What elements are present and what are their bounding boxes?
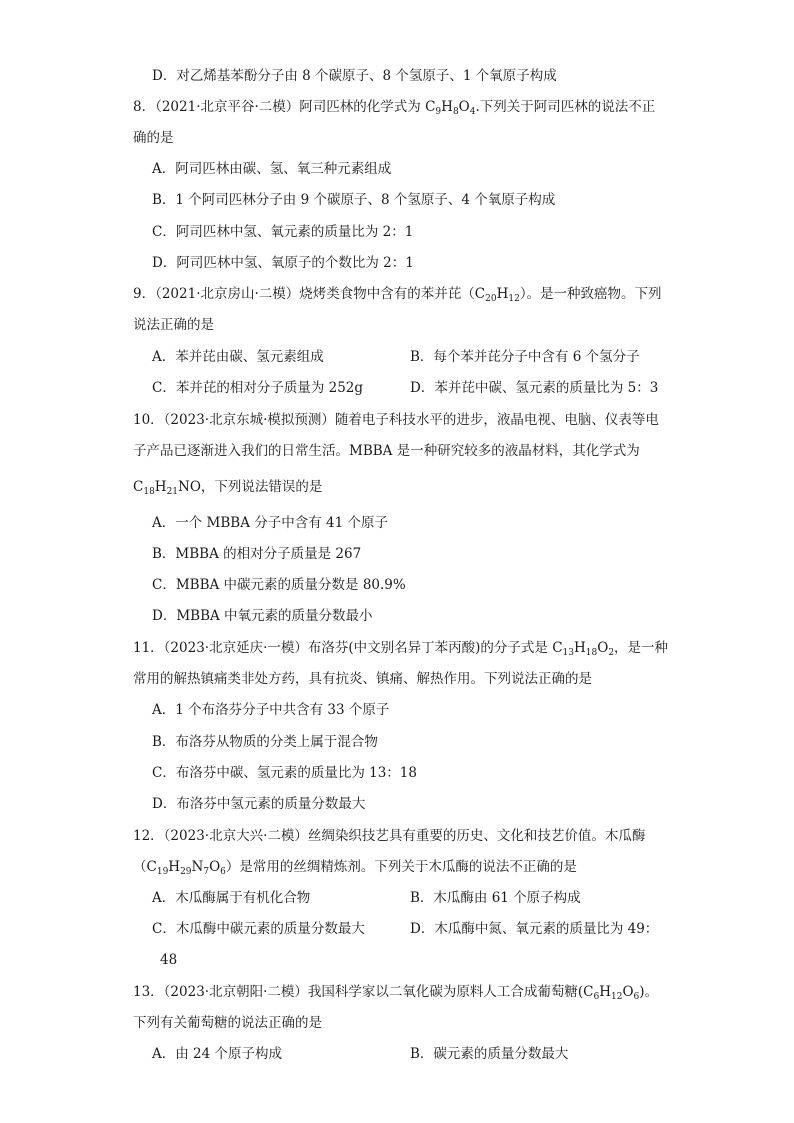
- q13-stem: 13．（2023·北京朝阳·二模）我国科学家以二氧化碳为原料人工合成葡萄糖$(C_6H_{12}O_6)$。: [133, 984, 659, 1002]
- q10-formula-line: $C_{18}H_{21}NO$，下列说法错误的是: [133, 479, 323, 497]
- q11-option-c: C．布洛芬中碳、氢元素的质量比为 13：18: [152, 765, 417, 781]
- q10-option-b: B．MBBA 的相对分子质量是 267: [152, 546, 362, 562]
- q12-option-a: A．木瓜酶属于有机化合物: [152, 890, 311, 906]
- q10-formula: $C_{18}H_{21}NO$: [133, 479, 201, 497]
- q10-option-a: A．一个 MBBA 分子中含有 41 个原子: [152, 515, 389, 531]
- q8-option-b: B．1 个阿司匹林分子由 9 个碳原子、8 个氢原子、4 个氧原子构成: [152, 192, 556, 208]
- q10-stem: 10．（2023·北京东城·模拟预测）随着电子科技水平的进步，液晶电视、电脑、仪表等电: [133, 412, 659, 428]
- q8-stem: 8．（2021·北京平谷·二模）阿司匹林的化学式为 $C_9H_8O_4$.下列关于阿司匹林的说法不正: [133, 99, 656, 117]
- q11-stem: 11．（2023·北京延庆·一模）布洛芬(中文别名异丁苯丙酸)的分子式是 $C_{13}H_{18}O_2$，是一种: [133, 640, 669, 658]
- q12-option-b: B．木瓜酶由 61 个原子构成: [410, 890, 581, 906]
- q9-option-b: B．每个苯并芘分子中含有 6 个氢分子: [410, 349, 640, 365]
- q9-option-d: D．苯并芘中碳、氢元素的质量比为 5：3: [410, 380, 659, 396]
- q9-option-a: A．苯并芘由碳、氢元素组成: [152, 349, 324, 365]
- q11-formula: $C_{13}H_{18}O_2$: [552, 640, 615, 658]
- q8-option-a: A．阿司匹林由碳、氢、氧三种元素组成: [152, 161, 392, 177]
- q12-option-d: D．木瓜酶中氮、氧元素的质量比为 49：: [410, 921, 659, 937]
- q13-formula: $C_6H_{12}O_6$: [583, 984, 640, 1002]
- q8-stem-cont: 确的是: [133, 130, 174, 146]
- q13-option-b: B．碳元素的质量分数最大: [410, 1046, 569, 1062]
- q12-stem: 12．（2023·北京大兴·二模）丝绸染织技艺具有重要的历史、文化和技艺价值。木瓜酶: [133, 828, 646, 844]
- q10-option-c: C．MBBA 中碳元素的质量分数是 80.9%: [152, 577, 406, 593]
- q12-formula: $C_{19}H_{29}N_7O_6$: [146, 859, 226, 877]
- q8-option-d: D．阿司匹林中氢、氧原子的个数比为 2：1: [152, 255, 414, 271]
- q8-formula: $C_9H_8O_4$: [425, 99, 476, 117]
- q11-stem-cont: 常用的解热镇痛类非处方药，具有抗炎、镇痛、解热作用。下列说法正确的是: [133, 671, 592, 687]
- q9-stem: 9．（2021·北京房山·二模）烧烤类食物中含有的苯并芘$(C_{20}H_{12})$。是一种致癌物。下列: [133, 286, 662, 304]
- q12-option-d-cont: 48: [160, 952, 178, 968]
- q9-option-c: C．苯并芘的相对分子质量为 252g: [152, 380, 364, 396]
- q9-stem-cont: 说法正确的是: [133, 317, 214, 333]
- q12-stem-cont: $(C_{19}H_{29}N_7O_6)$是常用的丝绸精炼剂。下列关于木瓜酶的说法不正确的是: [133, 859, 577, 877]
- q8-option-c: C．阿司匹林中氢、氧元素的质量比为 2：1: [152, 224, 414, 240]
- q13-option-a: A．由 24 个原子构成: [152, 1046, 283, 1062]
- q10-stem-cont: 子产品已逐渐进入我们的日常生活。MBBA 是一种研究较多的液晶材料，其化学式为: [133, 443, 640, 459]
- q7-option-d: D．对乙烯基苯酚分子由 8 个碳原子、8 个氢原子、1 个氧原子构成: [152, 68, 557, 84]
- q11-option-d: D．布洛芬中氢元素的质量分数最大: [152, 796, 366, 812]
- q11-option-a: A．1 个布洛芬分子中共含有 33 个原子: [152, 702, 390, 718]
- q10-option-d: D．MBBA 中氧元素的质量分数最小: [152, 608, 373, 624]
- q11-option-b: B．布洛芬从物质的分类上属于混合物: [152, 734, 378, 750]
- q12-option-c: C．木瓜酶中碳元素的质量分数最大: [152, 921, 365, 937]
- q9-formula: $C_{20}H_{12}$: [474, 286, 520, 304]
- q13-stem-cont: 下列有关葡萄糖的说法正确的是: [133, 1015, 322, 1031]
